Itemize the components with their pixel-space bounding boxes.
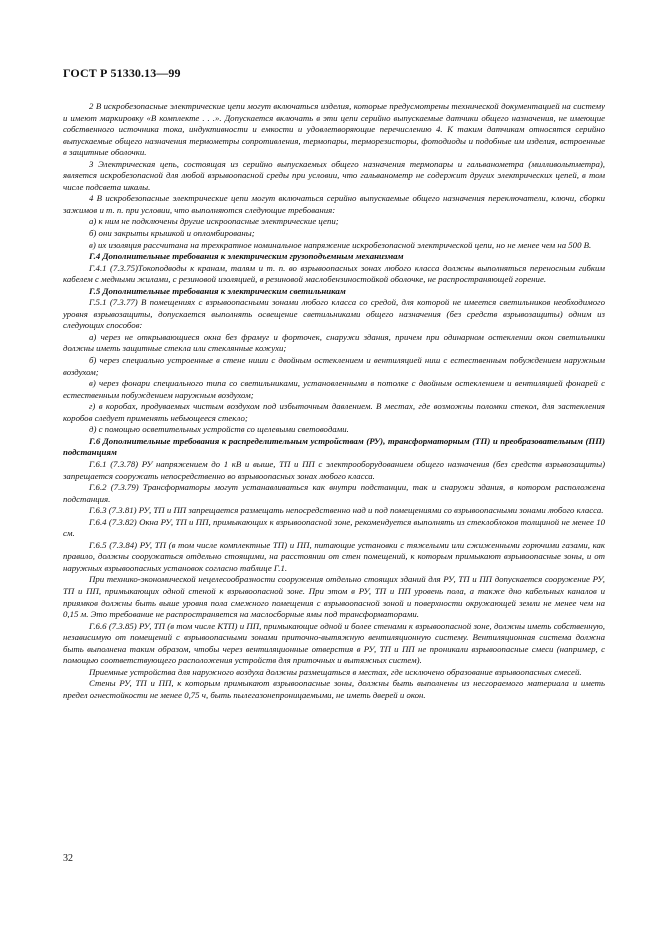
paragraph-walls: Стены РУ, ТП и ПП, к которым примыкают взрывоопасные зоны, должны быть выполнены из несгораемого материала и иметь предел огнестойкости не менее 0,75 ч, быть пылегазонепроницаемыми, не иметь дверей и окон.	[63, 678, 605, 700]
list-item-d: д) с помощью осветительных устройств со щелевыми световодами.	[89, 424, 349, 435]
list-item-v: в) их изоляция рассчитана на трехкратное номинальное напряжение искробезопасной электрической цепи, но не менее чем на 500 В.	[89, 239, 592, 250]
list-item-b: б) они закрыты крышкой и опломбированы;	[89, 228, 255, 239]
paragraph-g4-1: Г.4.1 (7.3.75)Токоподводы к кранам, талям и т. п. во взрывоопасных зонах любого класса должны выполняться переносным гибким кабелем с медными жилами, с резиновой изоляцией, в резиновой маслобензиностойкой оболочке, не распространяющей горение.	[63, 262, 605, 285]
list-item-a: а) через не открывающиеся окна без фрамуг и форточек, снаружи здания, причем при одинарном остеклении окон светильники должны иметь защитные стекла или стеклянные кожухи;	[63, 331, 605, 354]
paragraph-g6-1: Г.6.1 (7.3.78) РУ напряжением до 1 кВ и выше, ТП и ПП с электрооборудованием общего назначения (без средств взрывозащиты) запрещается сооружать непосредственно во взрывоопасных зонах любого класса.	[63, 458, 605, 481]
paragraph-g6-5-cont: При технико-экономической нецелесообразности сооружения отдельно стоящих зданий для РУ, ТП и ПП допускается сооружение РУ, ТП и ПП, примыкающих одной стеной к взрывоопасной зоне. При этом в РУ, ТП и ПП уровень пола, а также дно кабельных каналов и приямков должны быть выше уровня пола смежного помещения с взрывоопасной зоной и поверхности окружающей земли не менее чем на 0,15 м. Это требование не распространяется на маслосборные ямы под трансформаторами.	[63, 574, 605, 620]
standard-header: ГОСТ Р 51330.13—99	[63, 66, 181, 80]
list-item-b: б) через специально устроенные в стене ниши с двойным остеклением и вентиляцией ниш с естественным побуждением наружным воздухом;	[63, 355, 605, 377]
paragraph-g5-1: Г.5.1 (7.3.77) В помещениях с взрывоопасными зонами любого класса со средой, для которой не имеется светильников необходимого уровня взрывозащиты, допускается выполнять освещение светильниками общего назначения (без средств взрывозащиты) одним из следующих способов:	[63, 297, 605, 331]
list-item-a: а) к ним не подключены другие искроопасные электрические цепи;	[89, 216, 339, 227]
section-heading-g4: Г.4 Дополнительные требования к электрическим грузоподъемным механизмам	[89, 251, 404, 262]
paragraph-g6-5: Г.6.5 (7.3.84) РУ, ТП (в том числе комплектные ТП) и ПП, питающие установки с тяжелыми или сжиженными горючими газами, как правило, должны сооружаться отдельно стоящими, на расстоянии от стен помещений, к которым примыкают взрывоопасные зоны, и от наружных взрывоопасных установок согласно таблице Г.1.	[63, 539, 605, 573]
list-item-g: г) в коробах, продуваемых чистым воздухом под избыточным давлением. В местах, где возможны поломки стекол, для застекления коробов следует применять небьющееся стекло;	[63, 401, 605, 423]
paragraph-g6-3: Г.6.3 (7.3.81) РУ, ТП и ПП запрещается размещать непосредственно над и под помещениями со взрывоопасными зонами любого класса.	[89, 505, 604, 516]
paragraph-g6-6: Г.6.6 (7.3.85) РУ, ТП (в том числе КТП) и ПП, примыкающие одной и более стенами к взрывоопасной зоне, должны иметь собственную, независимую от помещений с взрывоопасными зонами приточно-вытяжную вентиляционную систему. Вентиляционная система должна быть выполнена таким образом, чтобы через вентиляционные отверстия в РУ, ТП и ПП не проникали взрывоопасные смеси (например, с помощью соответствующего расположения устройств для приточных и вытяжных систем).	[63, 620, 605, 666]
list-item-v: в) через фонари специального типа со светильниками, установленными в потолке с двойным остеклением и вентиляцией фонарей с естественным побуждением наружным воздухом;	[63, 378, 605, 400]
paragraph-g6-4: Г.6.4 (7.3.82) Окна РУ, ТП и ПП, примыкающих к взрывоопасной зоне, рекомендуется выполнять из стеклоблоков толщиной не менее 10 см.	[63, 516, 605, 539]
document-body	[63, 101, 605, 701]
paragraph-g6-2: Г.6.2 (7.3.79) Трансформаторы могут устанавливаться как внутри подстанции, так и снаружи здания, в котором расположена подстанция.	[63, 482, 605, 504]
paragraph-note-3: 3 Электрическая цепь, состоящая из серийно выпускаемых общего назначения термопары и гальванометра (милливольтметра), является искробезопасной для любой взрывоопасной среды при условии, что гальванометр не содержит других электрических цепей, в том числе подсвета шкалы.	[63, 158, 605, 192]
paragraph-intake: Приемные устройства для наружного воздуха должны размещаться в местах, где исключено образование взрывоопасных смесей.	[89, 666, 582, 677]
paragraph-note-4: 4 В искробезопасные электрические цепи могут включаться серийно выпускаемые общего назначения переключатели, ключи, сборки зажимов и т. п. при условии, что выполняются следующие требования:	[63, 193, 605, 215]
section-heading-g6: Г.6 Дополнительные требования к распределительным устройствам (РУ), трансформаторным (ТП) и преобразовательным (ПП) подстанциям	[63, 435, 605, 458]
page-number: 32	[63, 853, 73, 864]
paragraph-note-2: 2 В искробезопасные электрические цепи могут включаться изделия, которые предусмотрены технической документацией на систему и имеют маркировку «В комплекте . . .». Допускается включать в эти цепи серийно выпускаемые датчики общего назначения, не имеющие собственного источника тока, индуктивности и емкости и удовлетворяющие перечислению 4. К таким датчикам относятся серийно выпускаемые общего назначения термометры сопротивления, термопары, терморезисторы, фотодиоды и подобные им изделия, встроенные в защитные оболочки.	[63, 101, 605, 158]
section-heading-g5: Г.5 Дополнительные требования к электрическим светильникам	[89, 285, 346, 296]
